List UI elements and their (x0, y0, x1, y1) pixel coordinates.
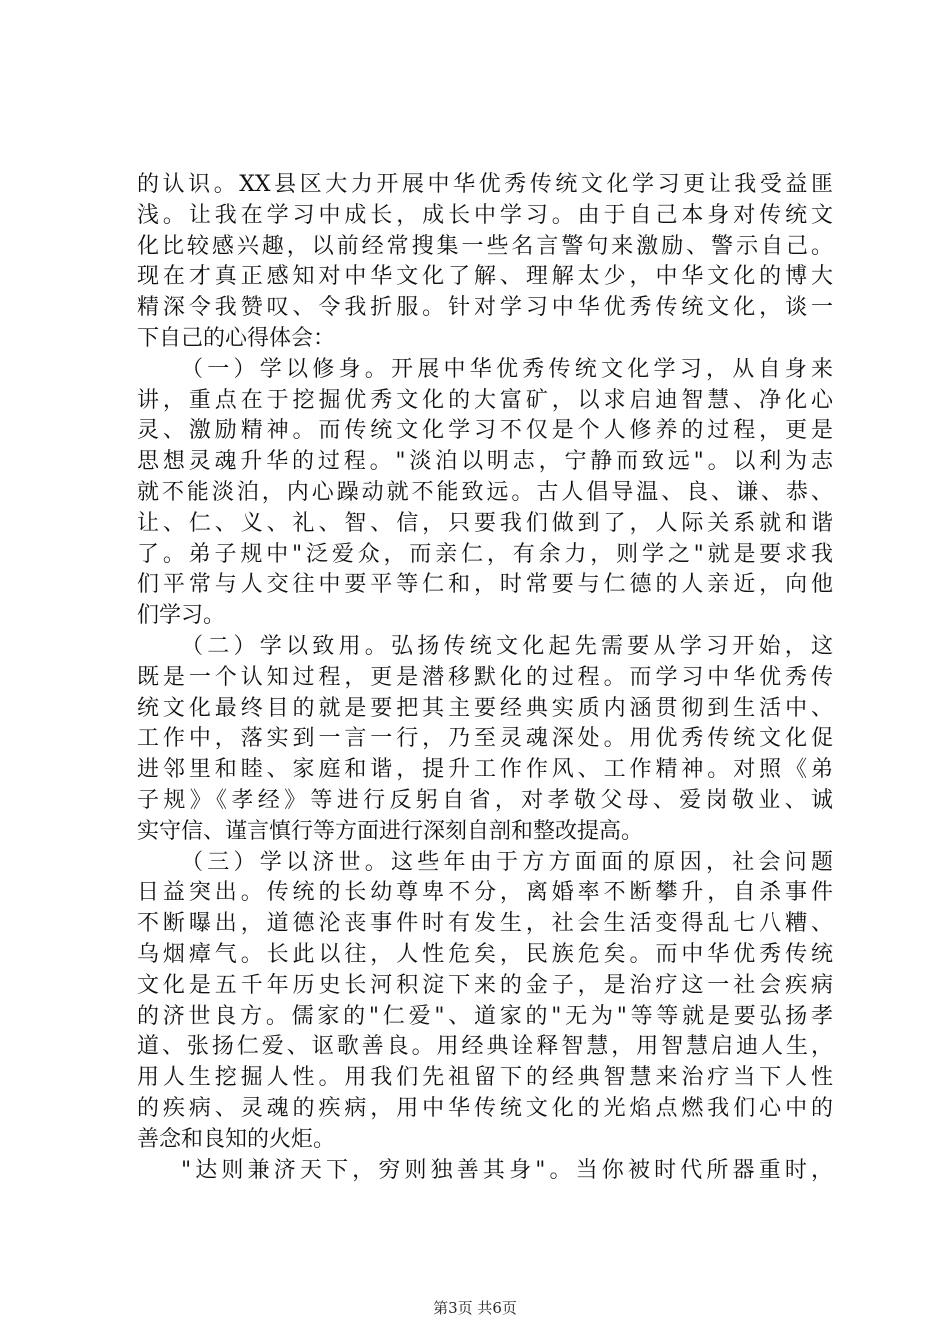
body-text-line: 统文化最终目的就是要把其主要经典实质内涵贯彻到生活中、 (137, 695, 833, 721)
page-footer: 第3页 共6页 (433, 1299, 517, 1317)
body-text-line: 子规》《孝经》等进行反躬自省，对孝敬父母、爱岗敬业、诚 (137, 787, 833, 813)
body-text-line: 化比较感兴趣，以前经常搜集一些名言警句来激励、警示自己。 (137, 233, 833, 259)
body-text-line: "达则兼济天下，穷则独善其身"。当你被时代所器重时， (181, 1157, 833, 1183)
body-text-line: 道、张扬仁爱、讴歌善良。用经典诠释智慧，用智慧启迪人生， (137, 1034, 833, 1060)
body-text-line: 日益突出。传统的长幼尊卑不分，离婚率不断攀升，自杀事件 (137, 880, 833, 906)
document-body (137, 170, 833, 1186)
body-text-line: 下自己的心得体会： (137, 325, 336, 351)
body-text-line: （三）学以济世。这些年由于方方面面的原因，社会问题 (181, 849, 833, 875)
body-text-line: 进邻里和睦、家庭和谐，提升工作作风、工作精神。对照《弟 (137, 757, 833, 783)
body-text-line: 讲，重点在于挖掘优秀文化的大富矿，以求启迪智慧、净化心 (137, 387, 833, 413)
body-text-line: 灵、激励精神。而传统文化学习不仅是个人修养的过程，更是 (137, 418, 833, 444)
body-text-line: 的认识。XX县区大力开展中华优秀传统文化学习更让我受益匪 (137, 172, 833, 197)
body-text-line: 文化是五千年历史长河积淀下来的金子，是治疗这一社会疾病 (137, 972, 833, 998)
body-text-line: 的疾病、灵魂的疾病，用中华传统文化的光焰点燃我们心中的 (137, 1095, 833, 1121)
body-text-line: （一）学以修身。开展中华优秀传统文化学习，从自身来 (181, 356, 833, 382)
body-text-line: 精深令我赞叹、令我折服。针对学习中华优秀传统文化，谈一 (137, 295, 833, 321)
body-text-line: 们平常与人交往中要平等仁和，时常要与仁德的人亲近，向他 (137, 572, 833, 598)
body-text-line: 们学习。 (137, 603, 226, 629)
body-text-line: 用人生挖掘人性。用我们先祖留下的经典智慧来治疗当下人性 (137, 1065, 833, 1091)
body-text-line: 浅。让我在学习中成长，成长中学习。由于自己本身对传统文 (137, 202, 833, 228)
body-text-line: 的济世良方。儒家的"仁爱"、道家的"无为"等等就是要弘扬孝 (137, 1003, 833, 1029)
body-text-line: 就不能淡泊，内心躁动就不能致远。古人倡导温、良、谦、恭、 (137, 479, 833, 505)
body-text-line: 不断曝出，道德沦丧事件时有发生，社会生活变得乱七八糟、 (137, 911, 833, 937)
body-text-line: 善念和良知的火炬。 (137, 1126, 336, 1152)
body-text-line: 既是一个认知过程，更是潜移默化的过程。而学习中华优秀传 (137, 664, 833, 690)
body-text-line: 了。弟子规中"泛爱众，而亲仁，有余力，则学之"就是要求我 (137, 541, 833, 567)
body-text-line: 乌烟瘴气。长此以往，人性危矣，民族危矣。而中华优秀传统 (137, 941, 833, 967)
body-text-line: 实守信、谨言慎行等方面进行深刻自剖和整改提高。 (137, 818, 644, 844)
body-text-line: 思想灵魂升华的过程。"淡泊以明志，宁静而致远"。以利为志 (137, 449, 833, 475)
body-text-line: 让、仁、义、礼、智、信，只要我们做到了，人际关系就和谐 (137, 510, 833, 536)
body-text-line: 工作中，落实到一言一行，乃至灵魂深处。用优秀传统文化促 (137, 726, 833, 752)
body-text-line: （二）学以致用。弘扬传统文化起先需要从学习开始，这 (181, 633, 833, 659)
body-text-line: 现在才真正感知对中华文化了解、理解太少，中华文化的博大 (137, 264, 833, 290)
